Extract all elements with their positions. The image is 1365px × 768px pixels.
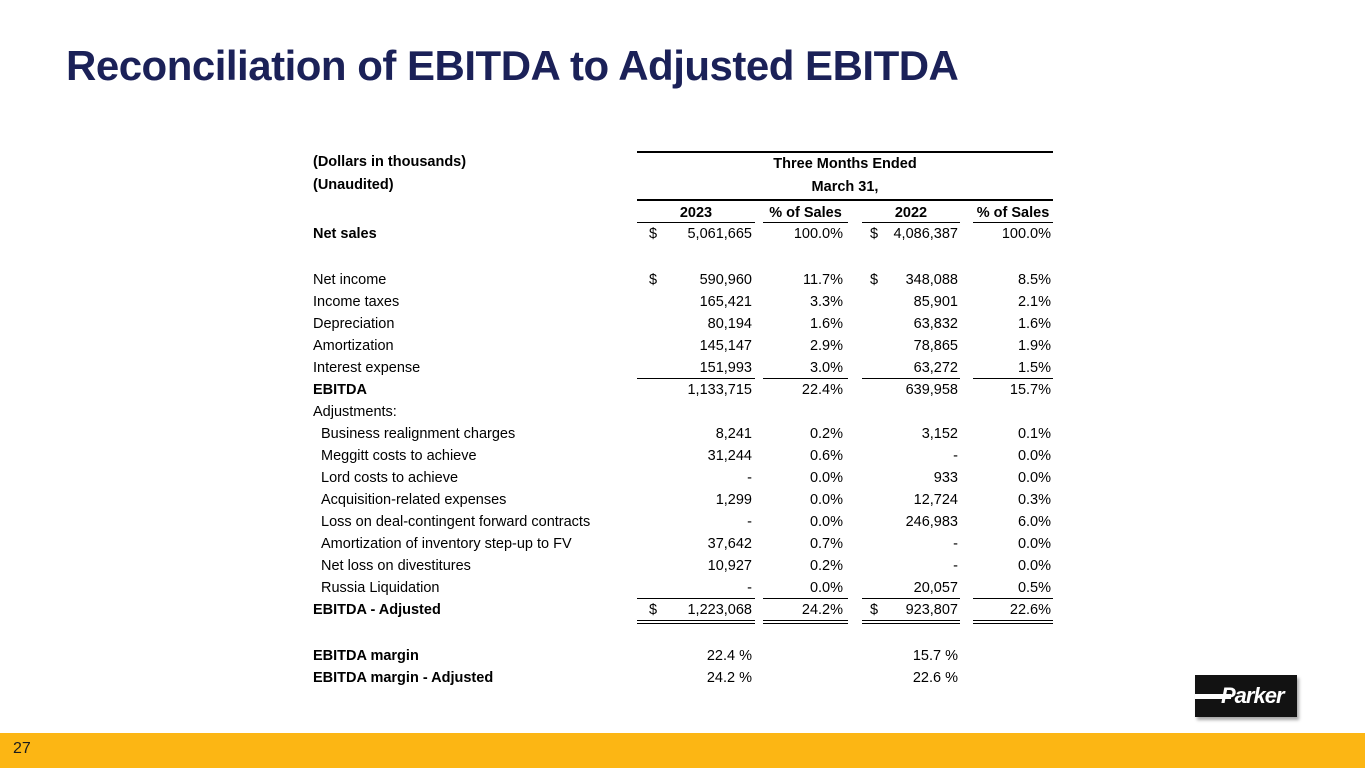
row-net-income [313, 269, 1053, 291]
cell-2022-value: $ 923,807 [862, 599, 960, 621]
currency-symbol: $ [649, 226, 658, 242]
row-label: Acquisition-related expenses [321, 492, 507, 508]
cell-2023-pct-of-sales: 2.9% [809, 338, 843, 354]
row-label: Net loss on divestitures [321, 558, 471, 574]
row-amortization-of-inventory-step-up-to-fv [313, 533, 1053, 555]
row-loss-on-deal-contingent-forward-contracts [313, 511, 1053, 533]
cell-2022-value: 85,901 [913, 294, 958, 310]
cell-2022-pct-of-sales: 2.1% [1017, 294, 1051, 310]
cell-2023-pct-of-sales: 22.4% [801, 382, 843, 398]
cell-2023-value: - [747, 470, 752, 486]
row-lord-costs-to-achieve [313, 467, 1053, 489]
cell-2023-value [637, 401, 755, 423]
row-amortization [313, 335, 1053, 357]
row-spacer [313, 621, 1053, 645]
cell-2022-pct-of-sales: 1.6% [1017, 316, 1051, 332]
cell-2023-pct-of-sales: 3.0% [763, 357, 848, 379]
cell-2022-pct-of-sales: 8.5% [1017, 272, 1051, 288]
period-header-line1: Three Months Ended [773, 156, 917, 172]
cell-2023-value: 22.4 % [706, 648, 752, 664]
cell-2022-pct-of-sales: 22.6% [973, 599, 1053, 621]
cell-2022-pct-of-sales: 0.0% [1017, 470, 1051, 486]
row-label: Amortization [313, 338, 394, 354]
cell-2023-value: $ 590,960 [637, 269, 755, 291]
row-ebitda-margin-adjusted [313, 667, 1053, 689]
cell-2023-value: - [747, 514, 752, 530]
cell-2022-pct-of-sales: 1.9% [1017, 338, 1051, 354]
note-unaudited: (Unaudited) [313, 177, 394, 193]
cell-2023-value: 1,299 [715, 492, 752, 508]
cell-2022-value: - [953, 448, 958, 464]
column-header-spacer [313, 203, 637, 223]
cell-2023-pct-of-sales: 0.6% [809, 448, 843, 464]
cell-2022-value: $ 4,086,387 [862, 223, 960, 245]
period-header [637, 151, 1053, 201]
cell-2023-pct-of-sales: 3.3% [809, 294, 843, 310]
cell-2023-value: 1,133,715 [687, 382, 752, 398]
cell-2022-value: 78,865 [913, 338, 958, 354]
cell-2023-value: 151,993 [637, 357, 755, 379]
column-header-2022: 2022 [862, 203, 960, 223]
cell-2022-pct-of-sales: 0.0% [1017, 536, 1051, 552]
cell-2022-value: 20,057 [862, 577, 960, 599]
cell-2022-pct-of-sales [973, 645, 1053, 667]
cell-2022-value: 933 [933, 470, 958, 486]
cell-2022-value: 63,272 [862, 357, 960, 379]
cell-2022-value [862, 401, 960, 423]
cell-2023-pct-of-sales: 0.0% [763, 577, 848, 599]
row-ebitda [313, 379, 1053, 401]
cell-2022-value: 3,152 [921, 426, 958, 442]
cell-2023-pct-of-sales: 11.7% [802, 272, 843, 288]
row-label: EBITDA margin - Adjusted [313, 670, 494, 686]
cell-2023-value: 37,642 [707, 536, 752, 552]
cell-2022-value: 639,958 [905, 382, 958, 398]
cell-2023-pct-of-sales [763, 401, 848, 423]
cell-2023-pct-of-sales [763, 667, 848, 689]
cell-2023-pct-of-sales: 100.0% [793, 226, 843, 242]
cell-2023-value: 24.2 % [706, 670, 752, 686]
cell-2023-value: 31,244 [707, 448, 752, 464]
row-interest-expense [313, 357, 1053, 379]
note-dollars-in-thousands: (Dollars in thousands) [313, 154, 467, 170]
row-spacer [313, 245, 1053, 269]
table-notes [313, 151, 637, 201]
cell-2023-value: $ 5,061,665 [637, 223, 755, 245]
row-net-sales [313, 223, 1053, 245]
cell-2023-value: 165,421 [699, 294, 752, 310]
row-label: Loss on deal-contingent forward contracts [321, 514, 591, 530]
row-label: Adjustments: [313, 404, 397, 420]
row-ebitda-margin [313, 645, 1053, 667]
slide-title: Reconciliation of EBITDA to Adjusted EBITDA [66, 42, 959, 89]
column-header-row [313, 203, 1053, 223]
cell-2022-value: - [953, 536, 958, 552]
row-acquisition-related-expenses [313, 489, 1053, 511]
cell-2023-pct-of-sales: 0.7% [809, 536, 843, 552]
column-header-pct-of-sales-2022: % of Sales [973, 203, 1053, 223]
column-header-2023: 2023 [637, 203, 755, 223]
row-business-realignment-charges [313, 423, 1053, 445]
row-label: Income taxes [313, 294, 400, 310]
cell-2023-value: 145,147 [699, 338, 752, 354]
cell-2022-value: 63,832 [913, 316, 958, 332]
row-label: EBITDA - Adjusted [313, 602, 441, 618]
row-label: EBITDA margin [313, 648, 419, 664]
cell-2022-pct-of-sales: 0.5% [973, 577, 1053, 599]
row-label: Lord costs to achieve [321, 470, 459, 486]
cell-2023-value: $ 1,223,068 [637, 599, 755, 621]
cell-2022-pct-of-sales: 100.0% [1001, 226, 1051, 242]
row-label: EBITDA [313, 382, 367, 398]
ebitda-reconciliation-table [313, 151, 1053, 689]
table-header [313, 151, 1053, 201]
row-meggitt-costs-to-achieve [313, 445, 1053, 467]
cell-2022-pct-of-sales: 0.1% [1017, 426, 1051, 442]
row-net-loss-on-divestitures [313, 555, 1053, 577]
cell-2022-value: - [953, 558, 958, 574]
footer-accent-bar [0, 733, 1365, 768]
row-adjustments [313, 401, 1053, 423]
cell-2023-value: - [637, 577, 755, 599]
cell-2023-pct-of-sales: 0.0% [809, 514, 843, 530]
cell-2022-pct-of-sales: 0.3% [1017, 492, 1051, 508]
cell-2023-pct-of-sales: 1.6% [809, 316, 843, 332]
page-number: 27 [13, 740, 31, 757]
cell-2023-value: 8,241 [715, 426, 752, 442]
cell-2023-pct-of-sales: 24.2% [763, 599, 848, 621]
column-header-pct-of-sales-2023: % of Sales [763, 203, 848, 223]
row-label: Depreciation [313, 316, 395, 332]
row-russia-liquidation [313, 577, 1053, 599]
cell-2022-pct-of-sales: 0.0% [1017, 558, 1051, 574]
cell-2023-value: 80,194 [707, 316, 752, 332]
period-header-line2: March 31, [811, 179, 879, 195]
cell-2023-pct-of-sales [763, 645, 848, 667]
cell-2023-pct-of-sales: 0.0% [809, 470, 843, 486]
cell-2022-value: $ 348,088 [862, 269, 960, 291]
cell-2023-pct-of-sales: 0.2% [809, 426, 843, 442]
cell-2022-pct-of-sales [973, 401, 1053, 423]
row-label: Interest expense [313, 360, 421, 376]
row-label: Net sales [313, 226, 377, 242]
cell-2022-pct-of-sales: 0.0% [1017, 448, 1051, 464]
parker-logo-text: Parker [1221, 683, 1284, 708]
row-label: Business realignment charges [321, 426, 516, 442]
row-label: Net income [313, 272, 387, 288]
cell-2023-pct-of-sales: 0.0% [809, 492, 843, 508]
currency-symbol: $ [649, 602, 658, 618]
row-income-taxes [313, 291, 1053, 313]
parker-logo [1195, 675, 1297, 717]
cell-2022-pct-of-sales [973, 667, 1053, 689]
row-ebitda-adjusted [313, 599, 1053, 621]
row-label: Meggitt costs to achieve [321, 448, 477, 464]
currency-symbol: $ [870, 226, 879, 242]
cell-2022-value: 246,983 [905, 514, 958, 530]
cell-2022-value: 12,724 [913, 492, 958, 508]
row-label: Amortization of inventory step-up to FV [321, 536, 572, 552]
cell-2022-pct-of-sales: 15.7% [1009, 382, 1051, 398]
currency-symbol: $ [870, 602, 879, 618]
row-label: Russia Liquidation [321, 580, 440, 596]
cell-2023-value: 10,927 [707, 558, 752, 574]
currency-symbol: $ [870, 272, 879, 288]
cell-2022-pct-of-sales: 6.0% [1017, 514, 1051, 530]
cell-2022-value: 15.7 % [912, 648, 958, 664]
cell-2022-pct-of-sales: 1.5% [973, 357, 1053, 379]
cell-2022-value: 22.6 % [912, 670, 958, 686]
currency-symbol: $ [649, 272, 658, 288]
row-depreciation [313, 313, 1053, 335]
cell-2023-pct-of-sales: 0.2% [809, 558, 843, 574]
table-body [313, 223, 1053, 689]
